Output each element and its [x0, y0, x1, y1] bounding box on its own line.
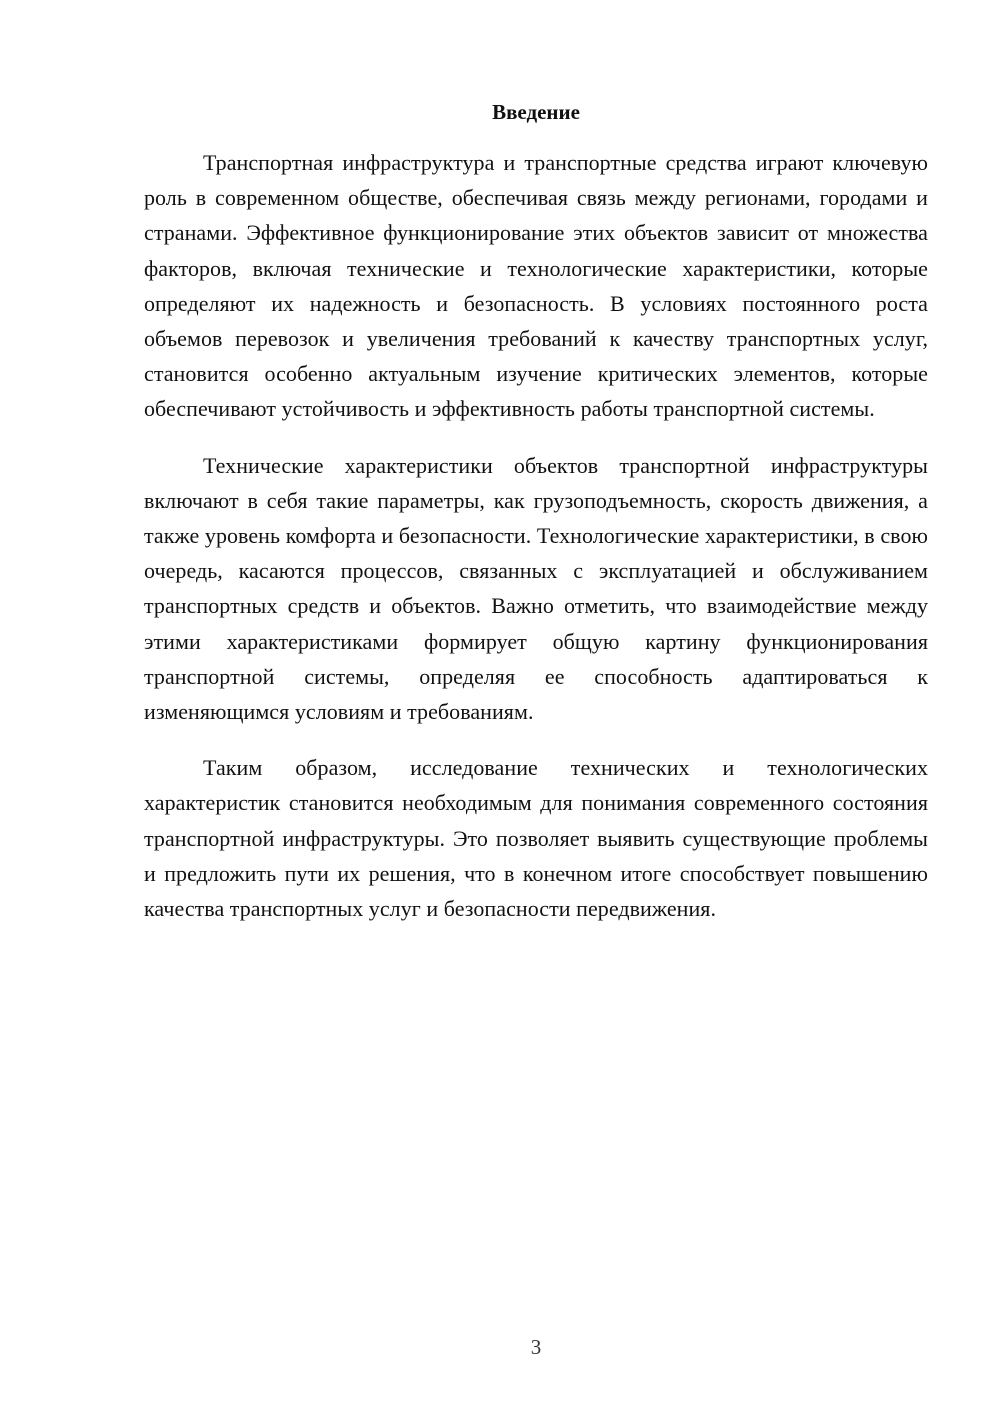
paragraph-1: Транспортная инфраструктура и транспортные средства играют ключевую роль в современном обществе, обеспечивая связь между регионами, городами и странами. Эффективное функционирование этих объектов зависит от множества факторов, включая технические и технологические характеристики, которые определяют их надежность и безопасность. В условиях постоянного роста объемов перевозок и увеличения требований к качеству транспортных услуг, становится особенно актуальным изучение критических элементов, которые обеспечивают устойчивость и эффективность работы транспортной системы.	[144, 150, 928, 422]
paragraph-2: Технические характеристики объектов транспортной инфраструктуры включают в себя такие параметры, как грузоподъемность, скорость движения, а также уровень комфорта и безопасности. Технологические характеристики, в свою очередь, касаются процессов, связанных с эксплуатацией и обслуживанием транспортных средств и объектов. Важно отметить, что взаимодействие между этими характеристиками формирует общую картину функционирования транспортной системы, определяя ее способность адаптироваться к изменяющимся условиям и требованиям.	[144, 452, 928, 725]
paragraph-3: Таким образом, исследование технических и технологических характеристик становится необходимым для понимания современного состояния транспортной инфраструктуры. Это позволяет выявить существующие проблемы и предложить пути их решения, что в конечном итоге способствует повышению качества транспортных услуг и безопасности передвижения.	[144, 755, 928, 922]
document-body	[144, 145, 928, 947]
page-number: 3	[530, 1335, 542, 1359]
page-title: Введение	[492, 100, 580, 124]
